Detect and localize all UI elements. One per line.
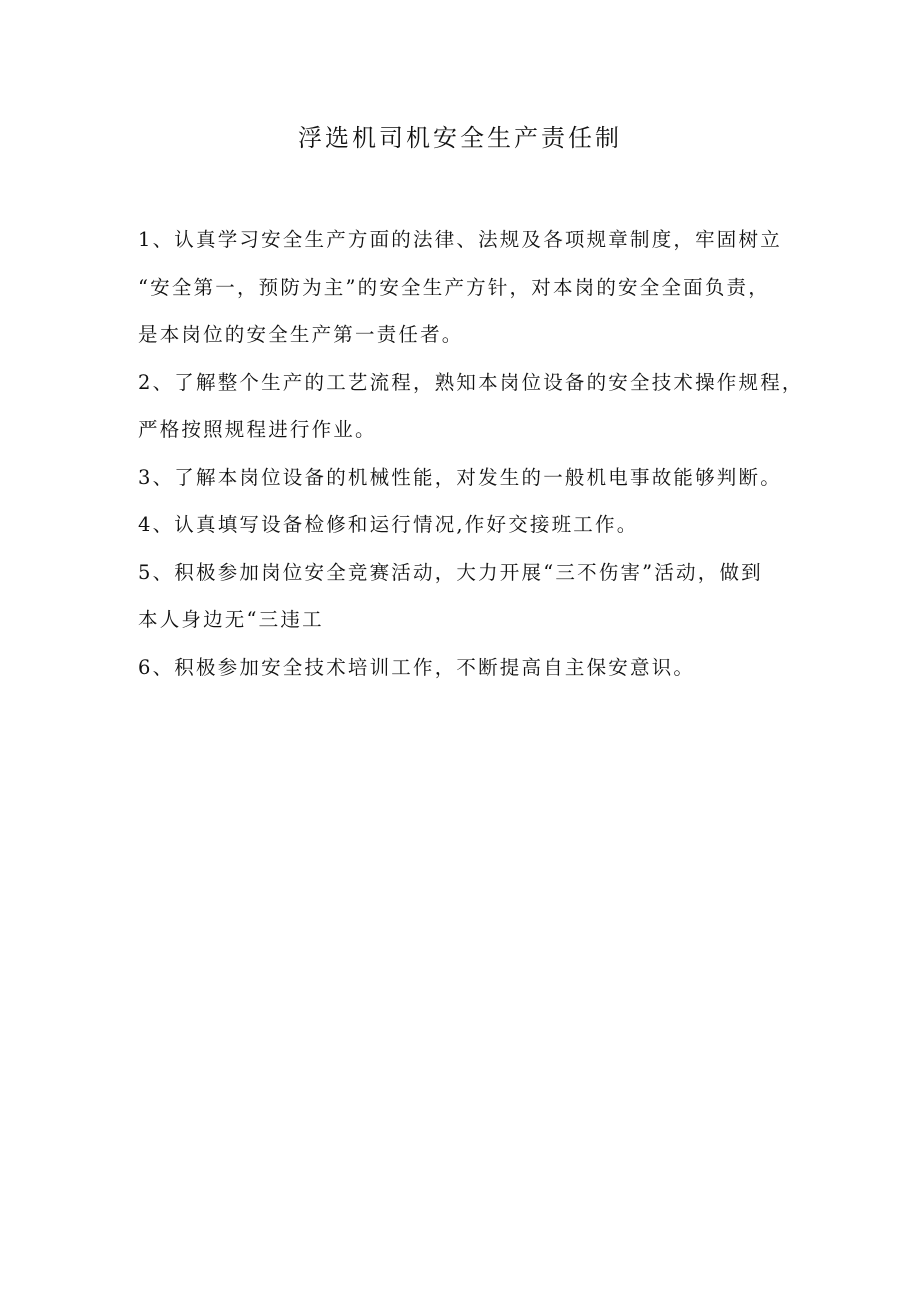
- text-line: “安全第一，预防为主”的安全生产方针，对本岗的安全全面负责，: [138, 275, 770, 299]
- text-line: 2、了解整个生产的工艺流程，熟知本岗位设备的安全技术操作规程，: [138, 370, 804, 394]
- document-title: 浮选机司机安全生产责任制: [298, 124, 622, 152]
- text-line: 5、积极参加岗位安全竞赛活动，大力开展“三不伤害”活动，做到: [138, 560, 763, 584]
- text-line: 本人身边无“三违工: [138, 608, 324, 631]
- clause-4: [138, 501, 798, 549]
- text-line: 6、积极参加安全技术培训工作，不断提高自主保安意识。: [138, 655, 696, 679]
- text-line: 1、认真学习安全生产方面的法律、法规及各项规章制度，牢固树立: [138, 228, 782, 251]
- text-line: 严格按照规程进行作业。: [138, 418, 377, 441]
- text-line: 是本岗位的安全生产第一责任者。: [138, 323, 464, 346]
- clause-1: [138, 216, 798, 359]
- text-line: 3、了解本岗位设备的机械性能，对发生的一般机电事故能够判断。: [138, 465, 782, 489]
- clause-6: [138, 644, 798, 692]
- clause-5: [138, 549, 798, 644]
- clause-2: [138, 359, 804, 454]
- clause-3: [138, 454, 798, 502]
- document-body: [138, 216, 804, 691]
- text-line: 4、认真填写设备检修和运行情况,作好交接班工作。: [138, 513, 639, 536]
